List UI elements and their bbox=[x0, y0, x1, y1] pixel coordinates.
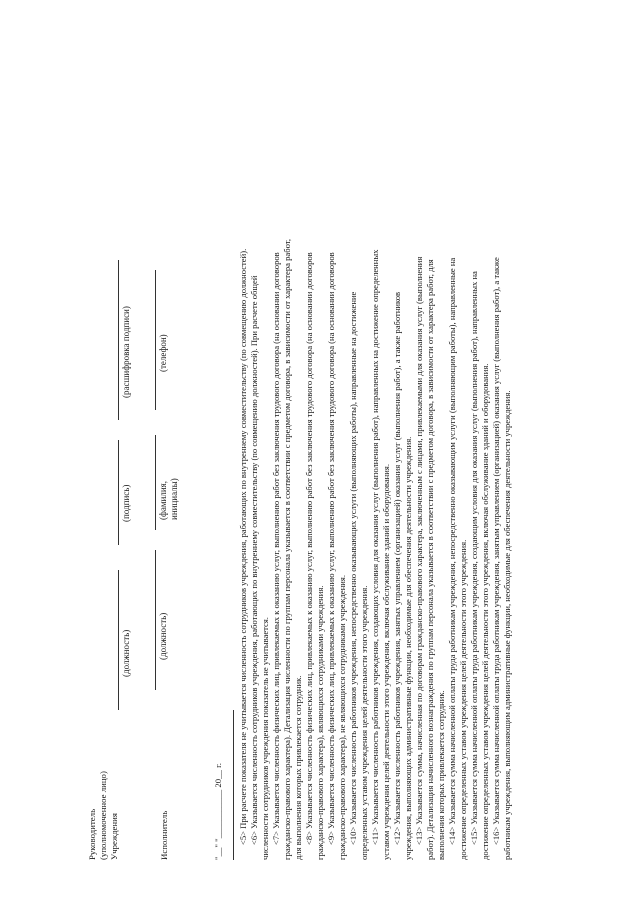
caption-position: (должность) bbox=[121, 629, 131, 677]
footnote-line: <7> Указывается численность физических лиц, привлекаемых к оказанию услуг, выполнению работ без заключения трудового договора (на основании договоров bbox=[271, 252, 281, 845]
footnote-line: <14> Указывается сумма начисленной оплаты труда работникам учреждения, непосредственно оказывающим услуги (выполняющим работы), направленные на bbox=[447, 257, 457, 845]
footnote-line: <13> Указывается сумма, начисленная по договорам гражданско-правового характера, заключенным с лицами, привлекаемыми для оказания услуг (выполнения bbox=[414, 256, 424, 845]
caption-phone: (телефон) bbox=[158, 334, 168, 372]
footnote-line: гражданско-правового характера), не являющихся сотрудниками учреждения. bbox=[337, 574, 347, 860]
rotated-content bbox=[87, 70, 632, 860]
footnote-line: <6> Указывается численность сотрудников учреждения, работающих по внутреннему совместительству (по совмещению должностей). При расчете общей bbox=[249, 275, 259, 845]
footnote-line: <8> Указывается численность физических лиц, привлекаемых к оказанию услуг, выполнению работ без заключения трудового договора (на основании договоров bbox=[304, 252, 314, 845]
head-signature-line bbox=[118, 440, 119, 545]
date-line: "__" "___________ 20__ г. bbox=[213, 763, 223, 860]
footnote-line: <5> При расчете показателя не учитывается численность сотрудников учреждения, работающих по внутреннему совместительству (по совмещению должностей). bbox=[238, 248, 248, 845]
head-label-line1: Руководитель bbox=[87, 808, 97, 860]
footnote-line: <9> Указывается численность физических лиц, привлекаемых к оказанию услуг, выполнению работ без заключения трудового договора (на основании договоров bbox=[326, 252, 336, 845]
footnote-line: гражданско-правового характера). Детализация численности по группам персонала указывается в соответствии с предметом договора, в зависимости от характера работ, bbox=[282, 238, 292, 860]
footnote-line: <11> Указывается численность работников учреждения, создающих условия для оказания услуг (выполнения работ), направленных на достижение определенных bbox=[370, 249, 380, 845]
head-position-line bbox=[118, 570, 119, 710]
footnote-line: <12> Указывается численность работников учреждения, занятых управлением (организацией) оказания услуг (выполнения работ), а также работников bbox=[392, 291, 402, 845]
caption-transcript: (расшифровка подписи) bbox=[121, 306, 131, 398]
footnote-line: достижение определенных уставом учреждения целей деятельности этого учреждения. bbox=[458, 539, 468, 860]
footnote-line: достижение определенных уставом учреждения целей деятельности этого учреждения, включая обслуживание зданий и оборудования. bbox=[480, 363, 490, 860]
caption-position-2: (должность) bbox=[158, 612, 168, 660]
footnote-line: работникам учреждения, выполняющим административные функции, необходимые для обеспечения деятельности учреждения. bbox=[502, 390, 512, 860]
footnote-line: уставом учреждения целей деятельности этого учреждения, включая обслуживание зданий и оборудования. bbox=[381, 464, 391, 860]
footnote-line: <10> Указывается численность работников учреждения, непосредственно оказывающих услуги (выполняющих работы), направленные на достижение bbox=[348, 291, 358, 845]
footnote-line: для выполнения которых привлекается сотрудник. bbox=[293, 675, 303, 860]
footnote-line: работ). Детализация начисленного вознаграждения по группам персонала указывается в соответствии с предметом договора, в зависимости от характера работ, для bbox=[425, 259, 435, 860]
footnote-line: <15> Указывается сумма начисленной оплаты труда работникам учреждения, создающим условия для оказания услуг (выполнения работ), направленных на bbox=[469, 271, 479, 845]
head-label-line3: Учреждения bbox=[109, 813, 119, 860]
head-label-line2: (уполномоченное лицо) bbox=[98, 771, 108, 860]
caption-signature: (подпись) bbox=[121, 484, 131, 522]
head-transcript-line bbox=[118, 260, 119, 420]
footnote-line: <16> Указывается сумма начисленной оплаты труда работникам учреждения, занятым управлением (организацией) оказания услуг (выполнения работ), а также bbox=[491, 257, 501, 845]
footnote-line: гражданско-правового характера), являющихся сотрудниками учреждения. bbox=[315, 585, 325, 860]
footnote-line: учреждения, выполняющих административные функции, необходимые для обеспечения деятельности учреждения. bbox=[403, 436, 413, 860]
executor-label: Исполнитель bbox=[159, 810, 169, 860]
footnote-line: численности сотрудников учреждения показатель не учитывается. bbox=[260, 617, 270, 860]
footnote-line: выполнения которых привлекается сотрудник. bbox=[436, 690, 446, 860]
caption-fio: (фамилия, инициалы) bbox=[158, 478, 179, 520]
footnote-separator bbox=[233, 710, 234, 860]
executor-fio-line bbox=[155, 435, 156, 530]
executor-phone-line bbox=[155, 270, 156, 410]
footnote-line: определенных уставом учреждения целей деятельности этого учреждения. bbox=[359, 585, 369, 860]
executor-position-line bbox=[155, 550, 156, 690]
